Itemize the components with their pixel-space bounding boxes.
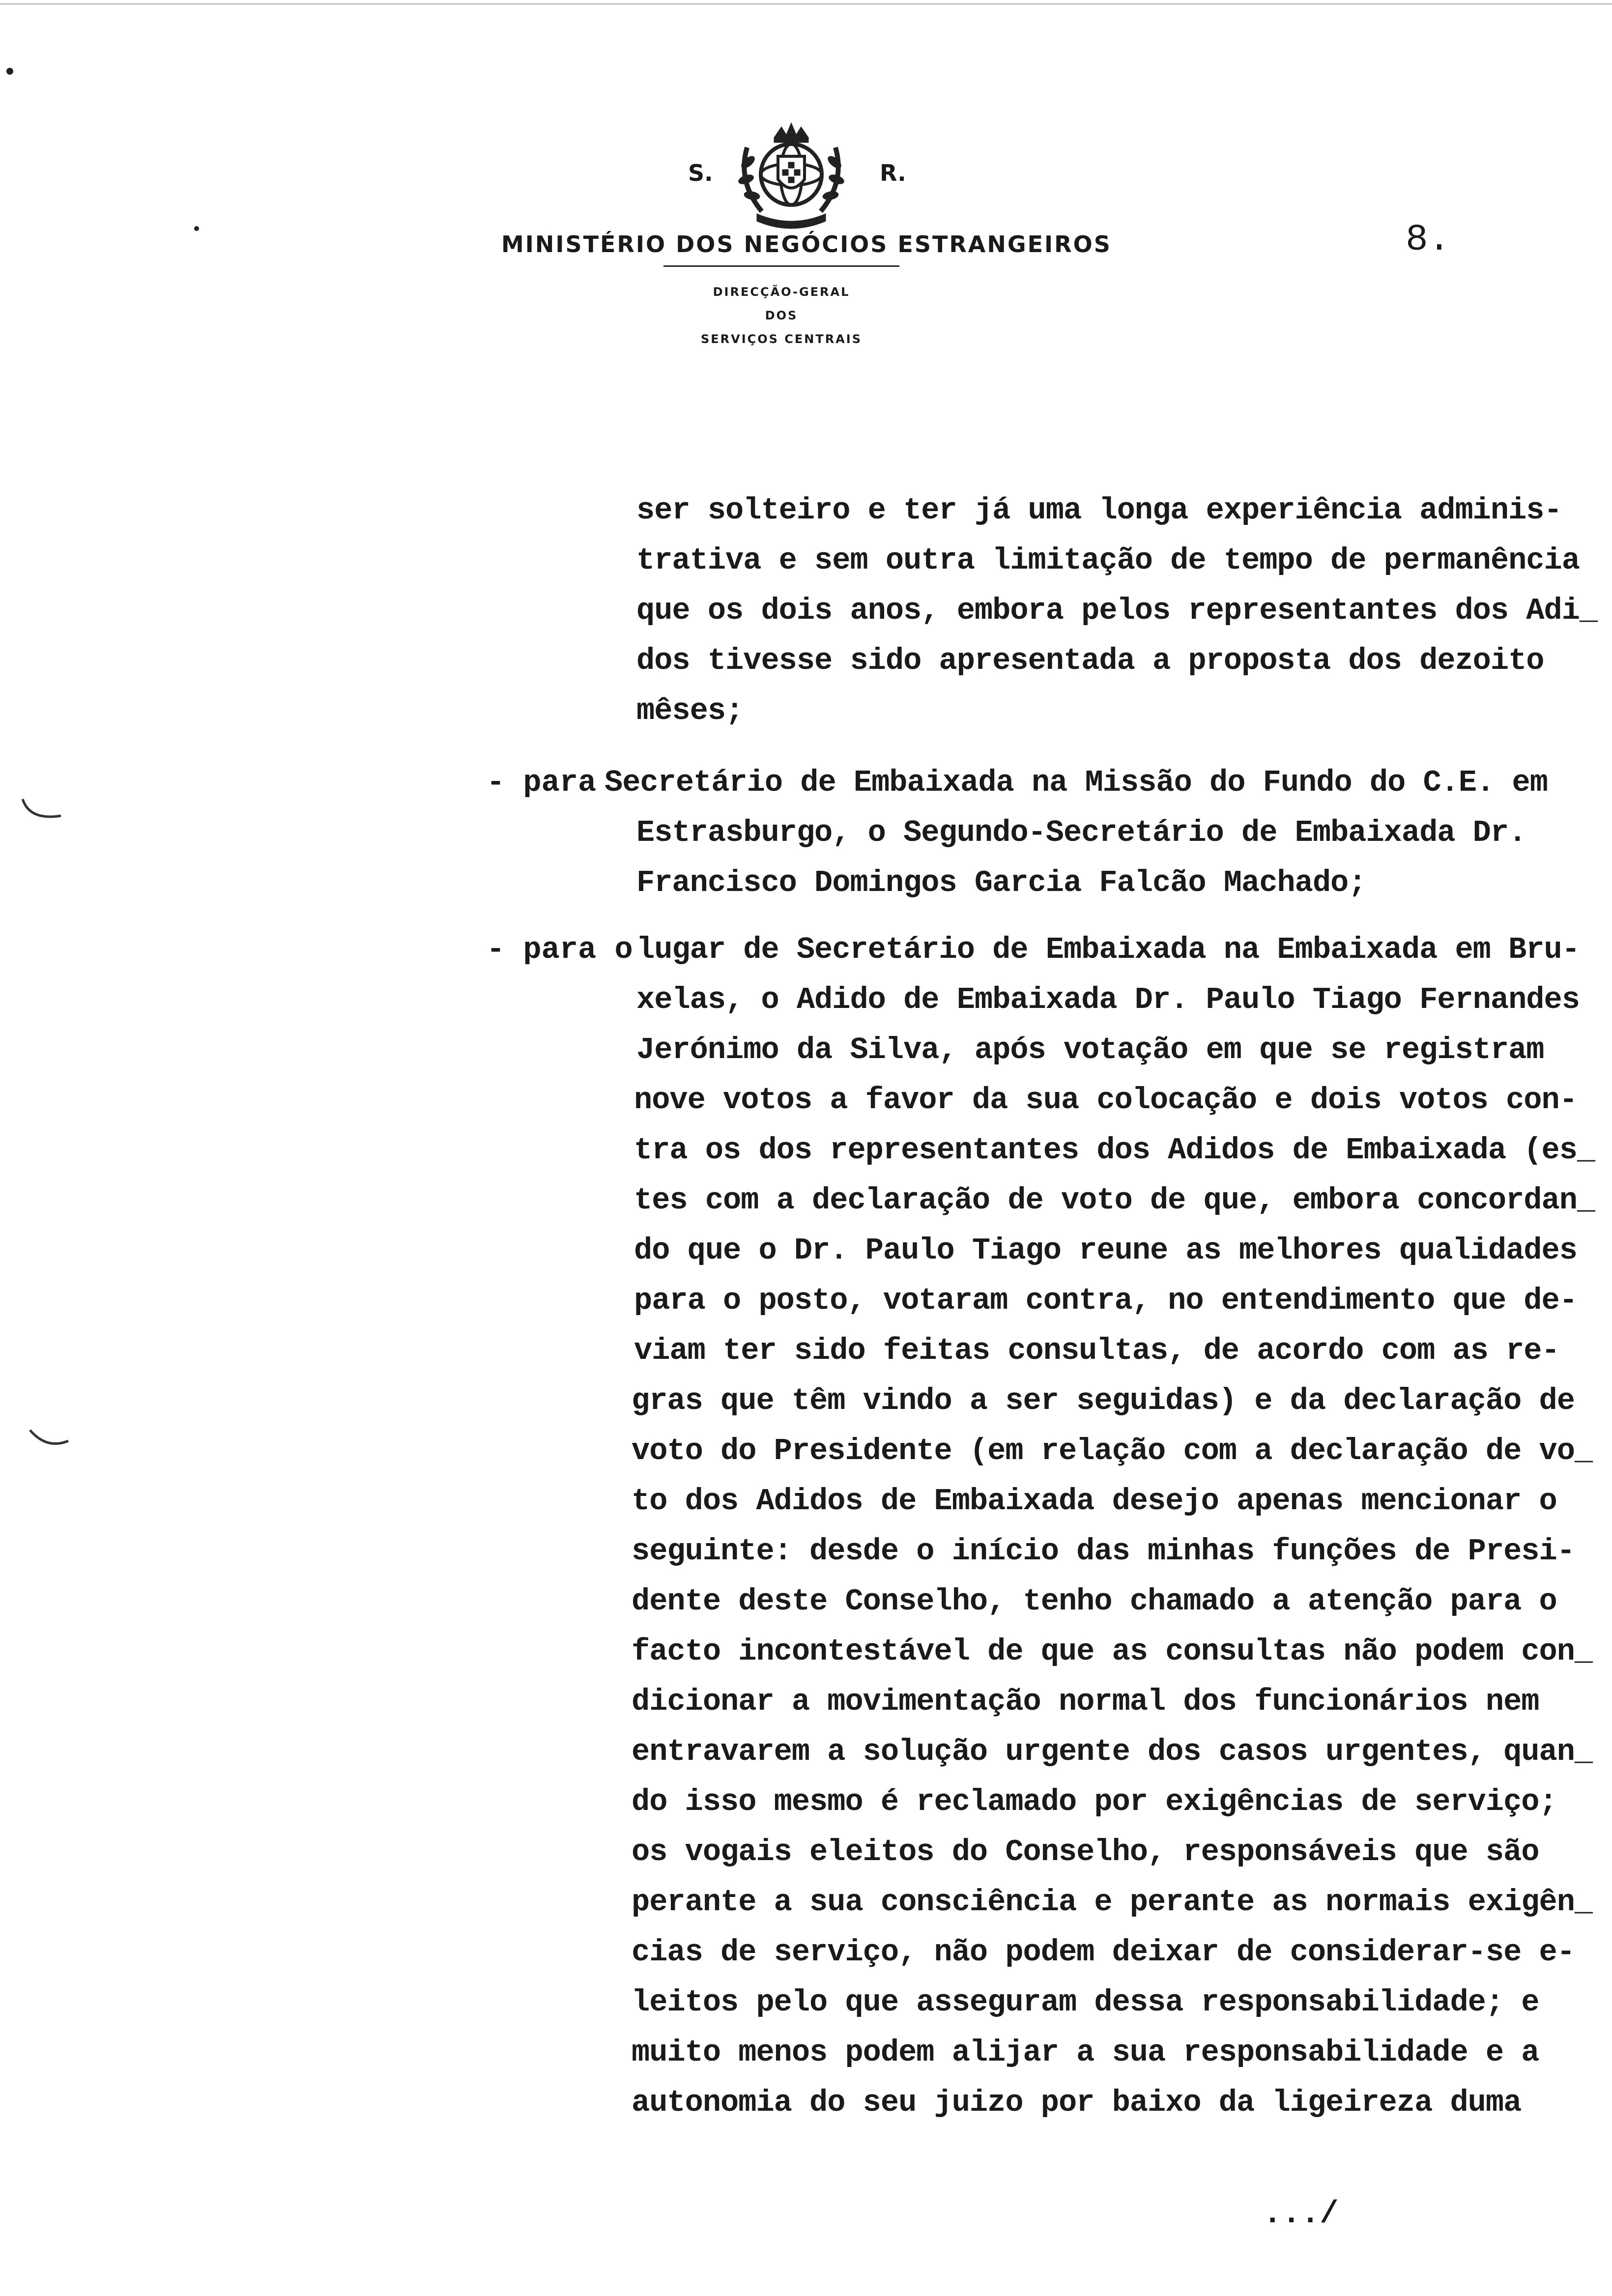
text-line: tes com a declaração de voto de que, embora concordan_	[634, 1183, 1595, 1218]
punch-hole-mark	[27, 1425, 71, 1455]
text-line: facto incontestável de que as consultas não podem con_	[632, 1634, 1593, 1669]
text-line: autonomia do seu juizo por baixo da ligeireza duma	[632, 2085, 1522, 2120]
text-line: lugar de Secretário de Embaixada na Embaixada em Bru-	[636, 932, 1580, 967]
text-line: xelas, o Adido de Embaixada Dr. Paulo Tiago Fernandes	[636, 982, 1580, 1017]
text-line: Jerónimo da Silva, após votação em que se registram	[636, 1033, 1544, 1067]
text-line: dos tivesse sido apresentada a proposta dos dezoito	[636, 643, 1544, 678]
text-line: ser solteiro e ter já uma longa experiência adminis-	[636, 493, 1562, 528]
text-line: mêses;	[636, 693, 744, 728]
text-line: dicionar a movimentação normal dos funcionários nem	[632, 1684, 1539, 1719]
text-line: do que o Dr. Paulo Tiago reune as melhores qualidades	[634, 1233, 1577, 1268]
scan-dot	[192, 224, 202, 233]
text-line: trativa e sem outra limitação de tempo de permanência	[636, 543, 1580, 578]
text-line: to dos Adidos de Embaixada desejo apenas mencionar o	[632, 1484, 1557, 1519]
coat-of-arms-icon	[727, 118, 855, 236]
initial-left: S.	[688, 160, 713, 186]
text-line: muito menos podem alijar a sua responsabilidade e a	[632, 2035, 1539, 2070]
continuation-marker: .../	[1263, 2197, 1339, 2232]
scan-edge-line	[0, 3, 1612, 5]
list-dash-lead: - para	[487, 765, 597, 800]
list-dash-lead: - para o	[487, 932, 633, 967]
ministry-name: MINISTÉRIO DOS NEGÓCIOS ESTRANGEIROS	[501, 231, 1112, 258]
text-line: voto do Presidente (em relação com a declaração de vo_	[632, 1434, 1593, 1468]
punch-hole-mark	[20, 796, 64, 826]
page-number: 8.	[1406, 219, 1451, 261]
text-line: nove votos a favor da sua colocação e dois votos con-	[634, 1083, 1577, 1118]
scan-dot	[5, 64, 15, 79]
text-line: Secretário de Embaixada na Missão do Fundo do C.E. em	[604, 765, 1548, 800]
text-line: cias de serviço, não podem deixar de considerar-se e-	[632, 1935, 1575, 1970]
text-line: perante a sua consciência e perante as normais exigên_	[632, 1885, 1593, 1920]
letterhead	[491, 118, 1121, 393]
text-line: que os dois anos, embora pelos representantes dos Adi_	[636, 593, 1598, 628]
text-line: Estrasburgo, o Segundo-Secretário de Embaixada Dr.	[636, 815, 1526, 850]
text-line: dente deste Conselho, tenho chamado a atenção para o	[632, 1584, 1557, 1619]
text-line: do isso mesmo é reclamado por exigências de serviço;	[632, 1784, 1557, 1819]
text-line: leitos pelo que asseguram dessa responsabilidade; e	[632, 1985, 1539, 2020]
directorate-line-1: DIRECÇÃO-GERAL	[713, 285, 850, 299]
initial-right: R.	[880, 160, 906, 186]
text-line: Francisco Domingos Garcia Falcão Machado;	[636, 865, 1366, 900]
directorate-line-3: SERVIÇOS CENTRAIS	[700, 332, 863, 346]
text-line: entravarem a solução urgente dos casos urgentes, quan_	[632, 1734, 1593, 1769]
text-line: os vogais eleitos do Conselho, responsáveis que são	[632, 1835, 1539, 1869]
letterhead-rule	[663, 265, 899, 267]
text-line: gras que têm vindo a ser seguidas) e da declaração de	[632, 1383, 1575, 1418]
text-line: para o posto, votaram contra, no entendimento que de-	[634, 1283, 1577, 1318]
text-line: viam ter sido feitas consultas, de acordo com as re-	[634, 1333, 1559, 1368]
directorate-line-2: DOS	[765, 309, 798, 322]
text-line: seguinte: desde o início das minhas funções de Presi-	[632, 1534, 1575, 1569]
text-line: tra os dos representantes dos Adidos de Embaixada (es_	[634, 1133, 1595, 1168]
